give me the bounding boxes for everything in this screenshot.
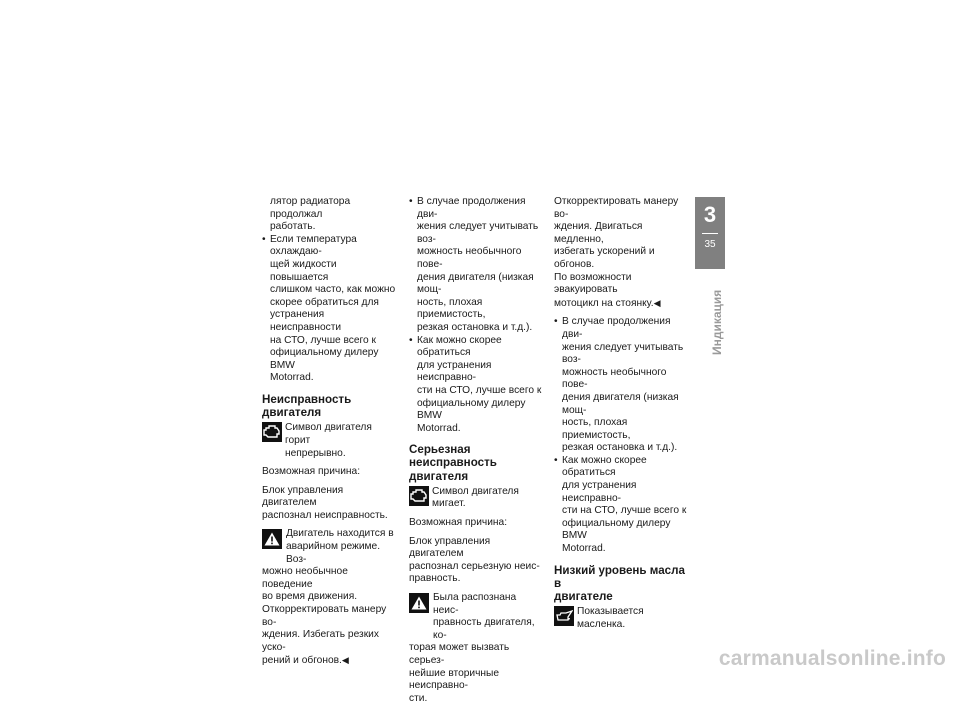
cause-text: Блок управления двигателем	[409, 535, 491, 560]
warning-block	[409, 592, 543, 705]
advice-text: ждения. Двигаться медленно,	[554, 221, 643, 245]
list-item-line: для устранения неисправно-	[417, 359, 492, 384]
list-item-line: ность, плохая приемистость,	[562, 417, 631, 441]
warning-text: торая может вызвать серьез-	[409, 642, 510, 667]
indicator-row	[262, 422, 396, 460]
list-item-line: резкая остановка и т.д.).	[417, 321, 533, 333]
warning-text: можно необычное поведение	[262, 566, 348, 590]
advice-text: ждения. Избегать резких уско-	[262, 629, 379, 653]
list-item-line: на СТО, лучше всего к	[270, 334, 377, 346]
list-item-line: официальному дилеру BMW	[562, 517, 671, 542]
list-item	[262, 234, 396, 385]
section-heading: Неисправность двигателя	[262, 392, 352, 420]
list-item-line: жения следует учитывать воз-	[562, 341, 684, 366]
warning-text: правность двигателя, ко-	[433, 617, 535, 641]
list-item-line: ность, плохая приемистость,	[417, 296, 486, 321]
list-item-line: скорее обратиться для	[270, 296, 379, 308]
warning-triangle-icon	[262, 529, 282, 549]
section-heading	[409, 443, 543, 483]
list-item-line: сти на СТО, лучше всего к	[562, 505, 687, 517]
indicator-row	[554, 606, 690, 631]
list-item-line: официальному дилеру BMW	[417, 397, 526, 422]
oil-can-icon	[554, 606, 574, 626]
chapter-tab	[695, 197, 725, 269]
advice-text: Откорректировать манеру во-	[554, 196, 679, 220]
end-mark: ◀	[653, 297, 661, 308]
cause-text: распознал неисправность.	[262, 509, 388, 521]
warning-text: сти.	[409, 692, 428, 704]
list-item-line: для устранения неисправно-	[562, 480, 637, 504]
list-item-line: • В случае продолжения дви-	[562, 316, 671, 340]
list-item-line: Motorrad.	[270, 372, 314, 384]
chapter-number: 3	[703, 202, 717, 227]
cause-text: Блок управления двигателем	[262, 484, 344, 509]
list-item	[554, 316, 690, 455]
list-item-line: устранения неисправности	[270, 309, 342, 333]
advice-text: По возможности эвакуировать	[554, 271, 632, 296]
engine-warning-icon	[262, 422, 282, 442]
column-1	[262, 196, 396, 668]
indicator-text: Показывается масленка.	[577, 606, 644, 630]
section-heading-line: Низкий уровень масла в	[554, 563, 685, 590]
engine-warning-icon	[409, 486, 429, 506]
list-item-line: официальному дилеру BMW	[270, 347, 379, 371]
list-item	[409, 335, 543, 436]
list-item-line: слишком часто, как можно	[270, 284, 396, 296]
cause-text: распознал серьезную неис-	[409, 560, 540, 572]
cause-label: Возможная причина:	[262, 466, 361, 478]
section-label-text: Индикация	[710, 289, 724, 355]
warning-text: аварийном режиме. Воз-	[286, 541, 381, 565]
list-item-line: Motorrad.	[562, 543, 606, 555]
indicator-text: Символ двигателя горит	[285, 422, 372, 446]
warning-text: Двигатель находится в	[286, 528, 394, 540]
continuation-line: лятор радиатора продолжал	[270, 196, 351, 220]
advice-text: мотоцикл на стоянку.◀	[554, 297, 661, 309]
indicator-row	[409, 486, 543, 511]
advice-text: избегать ускорений и обгонов.	[554, 246, 655, 270]
warning-triangle-icon	[409, 593, 429, 613]
page-number: 35	[704, 239, 716, 250]
section-heading-line: двигателе	[554, 590, 613, 604]
continuation-line: работать.	[270, 221, 316, 233]
list-item-line: Motorrad.	[417, 422, 461, 434]
warning-text: нейшие вторичные неисправно-	[409, 667, 500, 692]
section-heading-line: Серьезная	[409, 443, 471, 457]
advice-text: рений и обгонов.◀	[262, 655, 349, 667]
column-2	[409, 196, 543, 705]
list-item-line: можность необычного пове-	[417, 246, 522, 270]
cause-label: Возможная причина:	[409, 517, 508, 529]
list-item	[554, 455, 690, 556]
section-heading	[554, 564, 690, 604]
list-item-line: щей жидкости повышается	[270, 258, 337, 283]
list-item-line: • В случае продолжения дви-	[417, 196, 526, 220]
divider	[702, 233, 718, 234]
watermark: carmanualsonline.info	[718, 647, 946, 670]
list-item-line: • Если температура охлаждаю-	[270, 233, 357, 258]
list-item-line: жения следует учитывать воз-	[417, 221, 539, 245]
list-item-line: дения двигателя (низкая мощ-	[417, 271, 534, 296]
warning-text: Была распознана неис-	[433, 592, 517, 616]
list-item-line: • Как можно скорее обратиться	[417, 334, 502, 359]
indicator-text: Символ двигателя мигает.	[432, 485, 519, 510]
list-item	[409, 196, 543, 335]
column-3	[554, 196, 690, 637]
advice-text: Откорректировать манеру во-	[262, 604, 387, 628]
end-mark: ◀	[341, 655, 349, 666]
indicator-text: непрерывно.	[285, 447, 346, 459]
warning-block	[262, 528, 396, 604]
section-label	[700, 275, 724, 355]
list-item-line: можность необычного пове-	[562, 366, 667, 391]
list-item-line: • Как можно скорее обратиться	[562, 454, 647, 479]
cause-text: правность.	[409, 573, 461, 585]
section-heading-line: неисправность двигателя	[409, 456, 497, 483]
warning-text: во время движения.	[262, 591, 358, 603]
list-item-line: дения двигателя (низкая мощ-	[562, 391, 679, 416]
list-item-line: сти на СТО, лучше всего к	[417, 384, 542, 396]
list-item-line: резкая остановка и т.д.).	[562, 442, 678, 454]
